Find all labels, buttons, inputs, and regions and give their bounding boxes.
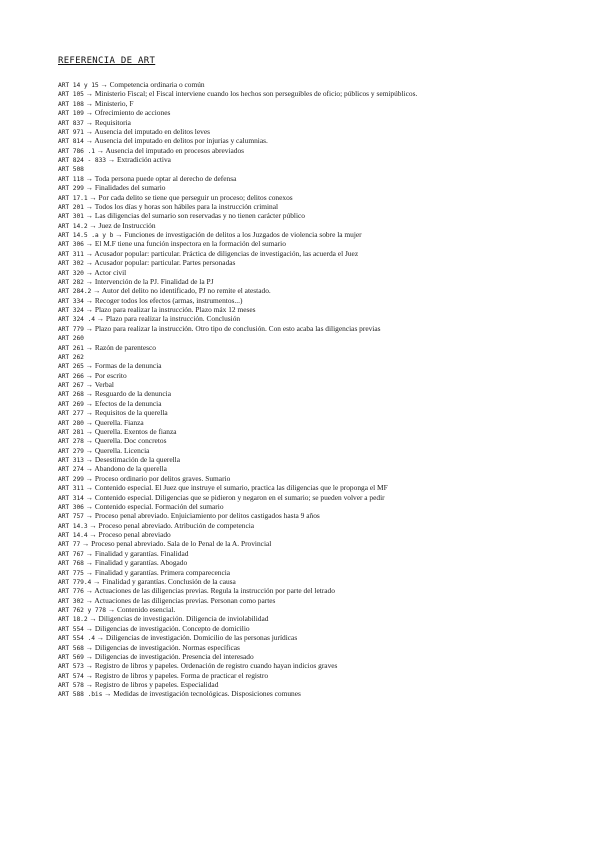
article-description: → Plazo para realizar la instrucción. Plazo máx 12 meses (85, 305, 256, 314)
reference-line (58, 108, 588, 117)
article-code: ART 299 (58, 185, 84, 193)
article-code: ART 569 (58, 653, 84, 661)
article-description: → Diligencias de investigación. Domicilio de las personas jurídicas (96, 633, 298, 643)
article-description: → Contenido especial. El Juez que instruye el sumario, practica las diligencias que le proponga el MF (85, 483, 388, 493)
article-description: → Diligencias de investigación. Normas específicas (85, 642, 240, 652)
article-code: ART 261 (58, 344, 84, 352)
reference-line (58, 314, 588, 323)
article-description: → Finalidad y garantías. Conclusión de la causa (92, 576, 236, 586)
reference-list (58, 80, 588, 699)
article-code: ART 324 .4 (58, 316, 95, 324)
reference-line (58, 427, 588, 436)
article-code: ART 971 (58, 128, 84, 136)
article-code: ART 77 (58, 541, 81, 549)
article-description: → Contenido esencial. (107, 605, 176, 614)
article-description: → Acusador popular: particular. Práctica de diligencias de investigación, las acuerda el Juez (85, 248, 359, 258)
reference-line (58, 624, 588, 633)
reference-line (58, 689, 588, 698)
reference-line (58, 164, 588, 173)
article-code: ART 269 (58, 400, 84, 408)
article-code: ART 837 (58, 119, 84, 127)
article-code: ART 574 (58, 672, 84, 680)
article-description: → Toda persona puede optar al derecho de defensa (85, 173, 237, 183)
reference-line (58, 558, 588, 567)
reference-line (58, 249, 588, 258)
reference-line (58, 408, 588, 417)
reference-line (58, 671, 588, 680)
article-description: → Finalidad y garantías. Abogado (85, 558, 188, 568)
reference-line (58, 464, 588, 473)
article-code: ART 301 (58, 213, 84, 221)
article-code: ART 277 (58, 410, 84, 418)
article-code: ART 768 (58, 560, 84, 568)
article-description: → Registro de libros y papeles. Especialidad (85, 680, 219, 689)
article-description: → Finalidad y garantías. Primera comparecencia (85, 567, 231, 577)
reference-line (58, 239, 588, 248)
reference-line (58, 577, 588, 586)
article-code: ART 554 .4 (58, 635, 95, 643)
article-description: → Funciones de investigación de delitos a los Juzgados de violencia sobre la mujer (115, 230, 362, 239)
reference-line (58, 661, 588, 670)
article-description: → Diligencias de investigación. Diligencia de inviolabilidad (89, 614, 269, 624)
article-code: ART 284.2 (58, 288, 92, 296)
reference-line (58, 652, 588, 661)
article-description: → Proceso penal abreviado. Sala de lo Penal de la A. Provincial (81, 539, 272, 549)
article-code: ART 118 (58, 175, 84, 183)
article-code: ART 260 (58, 335, 84, 343)
reference-line (58, 568, 588, 577)
article-description: → Desestimación de la querella (85, 455, 180, 464)
article-code: ART 302 (58, 260, 84, 268)
article-description: → Efectos de la denuncia (85, 398, 162, 408)
article-code: ART 265 (58, 363, 84, 371)
article-description: → Por cada delito se tiene que perseguir un proceso; delitos conexos (89, 192, 293, 202)
reference-line (58, 455, 588, 464)
article-description: → Actor civil (85, 267, 127, 277)
article-code: ART 588 .bis (58, 691, 103, 699)
article-code: ART 573 (58, 663, 84, 671)
article-code: ART 568 (58, 644, 84, 652)
article-code: ART 274 (58, 466, 84, 474)
reference-line (58, 530, 588, 539)
article-code: ART 282 (58, 278, 84, 286)
article-code: ART 311 (58, 250, 84, 258)
reference-line (58, 286, 588, 295)
article-code: ART 105 (58, 91, 84, 99)
article-description: → Diligencias de investigación. Presencia del interesado (85, 651, 254, 661)
reference-line (58, 155, 588, 164)
article-code: ART 14.5 .a y b (58, 232, 114, 239)
reference-line (58, 446, 588, 455)
article-code: ART 14.4 (58, 532, 88, 539)
reference-line (58, 436, 588, 445)
article-description: → Registro de libros y papeles. Ordenación de registro cuando hayan indicios graves (85, 661, 338, 671)
reference-line (58, 268, 588, 277)
article-code: ART 306 (58, 503, 84, 511)
article-code: ART 266 (58, 372, 84, 380)
article-description: → Finalidades del sumario (85, 183, 166, 193)
article-description: → El M.F tiene una función inspectora en la formación del sumario (85, 239, 286, 249)
reference-line (58, 549, 588, 558)
article-description: → Contenido especial. Diligencias que se pidieron y negaron en el sumario; se pueden volver a pedir (85, 492, 385, 502)
reference-line (58, 643, 588, 652)
article-code: ART 280 (58, 419, 84, 427)
reference-line (58, 371, 588, 380)
reference-line (58, 99, 588, 108)
article-description: → Ofrecimiento de acciones (85, 108, 171, 118)
reference-line (58, 136, 588, 145)
article-code: ART 18.2 (58, 616, 88, 624)
article-code: ART 268 (58, 391, 84, 399)
reference-line (58, 521, 588, 530)
article-description: → Formas de la denuncia (85, 361, 162, 371)
article-description: → Registro de libros y papeles. Forma de practicar el registro (85, 670, 269, 680)
article-code: ART 313 (58, 457, 84, 464)
article-description: → Medidas de investigación tecnológicas. Disposiciones comunes (104, 689, 301, 699)
reference-line (58, 118, 588, 127)
article-description: → Diligencias de investigación. Concepto de domicilio (85, 623, 250, 633)
reference-line (58, 333, 588, 342)
article-code: ART 314 (58, 494, 84, 502)
article-description: → Contenido especial. Formación del sumario (85, 501, 224, 511)
reference-line (58, 389, 588, 398)
article-description: → Razón de parentesco (85, 342, 156, 352)
article-description: → Las diligencias del sumario son reservadas y no tienen carácter público (85, 211, 305, 221)
article-description: → Ministerio, F (85, 98, 134, 108)
article-code: ART 17.1 (58, 194, 88, 202)
reference-line (58, 305, 588, 314)
article-code: ART 201 (58, 203, 84, 211)
reference-line (58, 596, 588, 605)
reference-line (58, 127, 588, 136)
reference-line (58, 380, 588, 389)
reference-line (58, 474, 588, 483)
article-description: → Proceso penal abreviado. Atribución de competencia (89, 520, 255, 530)
reference-line (58, 352, 588, 361)
article-code: ART 311 (58, 485, 84, 493)
article-description: → Requisitoria (85, 117, 131, 127)
reference-line (58, 502, 588, 511)
article-code: ART 554 (58, 625, 84, 633)
article-code: ART 508 (58, 166, 84, 174)
article-description: → Acusador popular: particular. Partes personadas (85, 258, 236, 268)
article-description: → Ausencia del imputado en delitos leves (85, 126, 210, 136)
article-description: → Ausencia del imputado en procesos abreviados (96, 145, 245, 155)
article-code: ART 299 (58, 475, 84, 483)
article-code: ART 767 (58, 550, 84, 558)
reference-line (58, 296, 588, 305)
reference-line (58, 680, 588, 689)
article-code: ART 14.2 (58, 222, 88, 230)
reference-line (58, 633, 588, 642)
reference-line (58, 399, 588, 408)
reference-line (58, 183, 588, 192)
reference-line (58, 258, 588, 267)
article-description: → Intervención de la PJ. Finalidad de la PJ (85, 276, 214, 286)
reference-line (58, 511, 588, 520)
article-code: ART 814 (58, 138, 84, 146)
article-code: ART 578 (58, 682, 84, 689)
article-description: → Requisitos de la querella (85, 408, 168, 418)
article-description: → Querella. Licencia (85, 445, 150, 455)
article-description: → Ministerio Fiscal; el Fiscal interviene cuando los hechos son perseguibles de oficio; públicos y semipúblicos. (85, 89, 418, 99)
article-description: → Actuaciones de las diligencias previas. Regula la instrucción por parte del letrado (85, 586, 335, 596)
reference-line (58, 230, 588, 239)
article-code: ART 14 y 15 (58, 82, 99, 89)
reference-line (58, 605, 588, 614)
article-description: → Querella. Doc concretos (85, 436, 167, 446)
reference-line (58, 324, 588, 333)
article-description: → Querella. Fianza (85, 417, 144, 427)
article-code: ART 279 (58, 447, 84, 455)
article-code: ART 281 (58, 428, 84, 436)
article-description: → Competencia ordinaria o común (100, 80, 205, 89)
article-code: ART 267 (58, 382, 84, 389)
article-code: ART 14.3 (58, 522, 88, 530)
article-code: ART 775 (58, 569, 84, 577)
article-description: → Resguardo de la denuncia (85, 389, 171, 399)
article-code: ART 302 (58, 597, 84, 605)
article-description: → Proceso penal abreviado. Enjuiciamiento por delitos castigados hasta 9 años (85, 511, 320, 521)
document-title: REFERENCIA DE ART (58, 56, 156, 66)
reference-line (58, 614, 588, 623)
article-description: → Recoger todos los efectos (armas, instrumentos...) (85, 295, 243, 305)
article-code: ART 762 y 778 (58, 607, 106, 614)
reference-line (58, 89, 588, 98)
article-description: → Querella. Exentos de fianza (85, 426, 177, 436)
reference-line (58, 146, 588, 155)
article-code: ART 757 (58, 513, 84, 521)
article-code: ART 779 (58, 325, 84, 333)
article-code: ART 306 (58, 241, 84, 249)
reference-line (58, 493, 588, 502)
article-code: ART 776 (58, 588, 84, 596)
article-description: → Por escrito (85, 370, 127, 380)
article-description: → Todos los días y horas son hábiles para la instrucción criminal (85, 201, 279, 211)
article-description: → Finalidad y garantías. Finalidad (85, 548, 189, 558)
reference-line (58, 539, 588, 548)
article-code: ART 320 (58, 269, 84, 277)
article-description: → Actuaciones de las diligencias previas. Personan como partes (85, 595, 276, 605)
reference-line (58, 343, 588, 352)
article-description: → Juez de Instrucción (89, 220, 156, 230)
reference-line (58, 193, 588, 202)
article-description: → Plazo para realizar la instrucción. Otro tipo de conclusión. Con esto acaba las diligencias previas (85, 323, 381, 333)
article-description: → Autor del delito no identificado, PJ no remite el atestado. (92, 286, 271, 296)
article-description: → Plazo para realizar la instrucción. Conclusión (96, 314, 241, 324)
reference-line (58, 202, 588, 211)
reference-line (58, 586, 588, 595)
reference-line (58, 221, 588, 230)
reference-line (58, 277, 588, 286)
article-code: ART 109 (58, 110, 84, 118)
article-code: ART 324 (58, 307, 84, 314)
article-code: ART 278 (58, 438, 84, 446)
article-code: ART 334 (58, 297, 84, 305)
article-code: ART 108 (58, 100, 84, 108)
reference-line (58, 80, 588, 89)
reference-line (58, 483, 588, 492)
article-description: → Abandono de la querella (85, 464, 167, 474)
article-description: → Verbal (85, 380, 114, 389)
article-description: → Proceso ordinario por delitos graves. Sumario (85, 473, 231, 483)
article-description: → Extradición activa (107, 155, 171, 164)
article-code: ART 824 - 833 (58, 157, 106, 164)
article-code: ART 262 (58, 353, 84, 361)
article-description: → Ausencia del imputado en delitos por injurias y calumnias. (85, 136, 268, 146)
article-description: → Proceso penal abreviado (89, 530, 171, 539)
article-code: ART 786 .1 (58, 147, 95, 155)
article-code: ART 779.4 (58, 578, 92, 586)
reference-line (58, 211, 588, 220)
reference-line (58, 361, 588, 370)
reference-line (58, 174, 588, 183)
reference-line (58, 418, 588, 427)
